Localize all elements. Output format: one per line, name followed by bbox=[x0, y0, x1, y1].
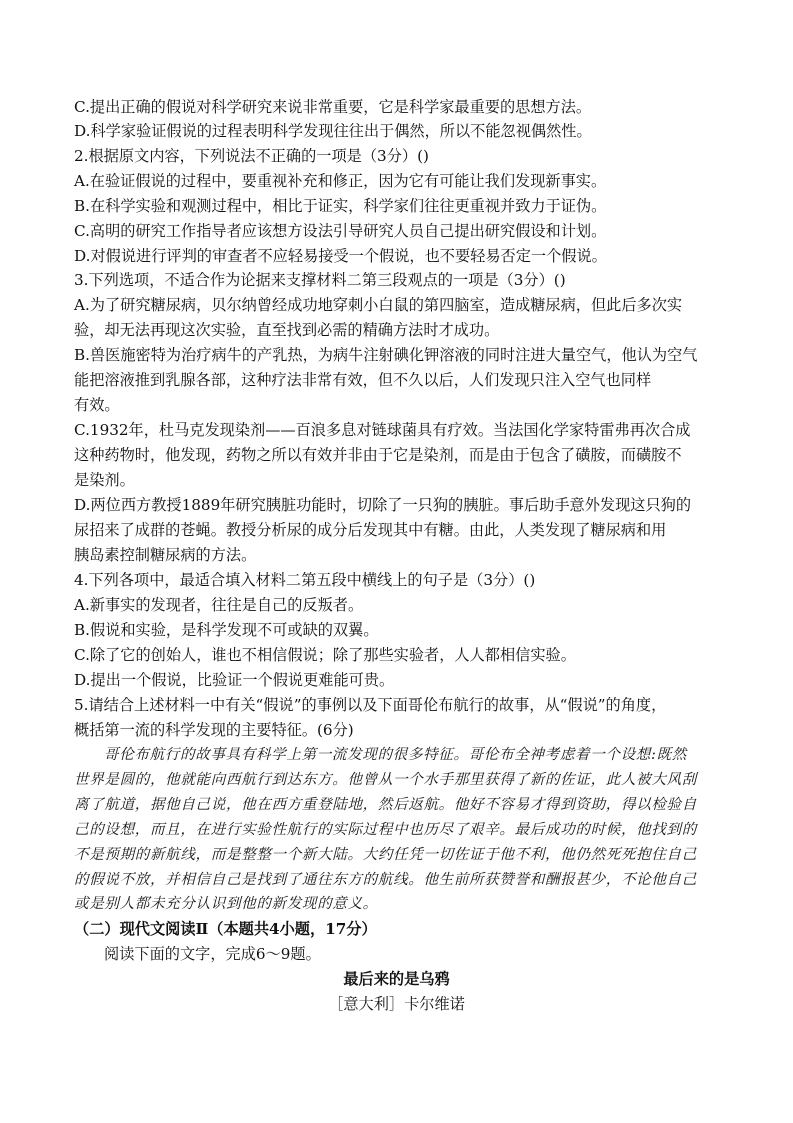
q4-option-c: C.除了它的创始人，谁也不相信假说；除了那些实验者，人人都相信实验。 bbox=[74, 646, 576, 664]
q3-option-a-line2: 验，却无法再现这次实验，直至找到必需的精确方法时才成功。 bbox=[74, 321, 500, 339]
q2-option-b: B.在科学实验和观测过程中，相比于证实，科学家们往往更重视并致力于证伪。 bbox=[74, 197, 607, 215]
q3-option-d-line1: D.两位西方教授1889年研究胰脏功能时，切除了一只狗的胰脏。事后助手意外发现这只狗的 bbox=[74, 496, 692, 514]
q5-stem-line1: 5.请结合上述材料一中有关“假说”的事例以及下面哥伦布航行的故事，从“假说”的角度， bbox=[74, 696, 667, 714]
q3-stem: 3.下列选项，不适合作为论据来支撑材料二第三段观点的一项是（3分）() bbox=[74, 271, 566, 289]
section2-heading: （二）现代文阅读Ⅱ（本题共4小题，17分） bbox=[74, 920, 377, 938]
q3-option-b-line3: 有效。 bbox=[74, 396, 120, 414]
story-line-6: 的假说不放，并相信自己是找到了通往东方的航线。他生前所获赞誉和酬报甚少，不论他自己 bbox=[74, 871, 697, 888]
story-line-1: 哥伦布航行的故事具有科学上第一流发现的很多特征。哥伦布全神考虑着一个设想:既然 bbox=[104, 746, 687, 763]
q2-stem: 2.根据原文内容，下列说法不正确的一项是（3分）() bbox=[74, 147, 429, 165]
story-line-7: 或是别人都未充分认识到他的新发现的意义。 bbox=[74, 895, 378, 912]
q3-option-b-line1: B.兽医施密特为治疗病牛的产乳热，为病牛注射碘化钾溶液的同时注进大量空气，他认为空气 bbox=[74, 346, 698, 364]
q3-option-d-line3: 胰岛素控制糖尿病的方法。 bbox=[74, 546, 257, 564]
q3-option-c-line3: 是染剂。 bbox=[74, 471, 135, 489]
q3-option-c-line2: 这种药物时，他发现，药物之所以有效并非由于它是染剂，而是由于包含了磺胺，而磺胺不 bbox=[74, 446, 682, 464]
q1-option-d: D.科学家验证假说的过程表明科学发现往往出于偶然，所以不能忽视偶然性。 bbox=[74, 122, 592, 140]
article-title: 最后来的是乌鸦 bbox=[343, 970, 450, 988]
q3-option-b-line2: 能把溶液推到乳腺各部，这种疗法非常有效，但不久以后，人们发现只注入空气也同样 bbox=[74, 371, 652, 389]
q2-option-d: D.对假说进行评判的审查者不应轻易接受一个假说，也不要轻易否定一个假说。 bbox=[74, 247, 607, 265]
q4-option-d: D.提出一个假说，比验证一个假说更难能可贵。 bbox=[74, 671, 395, 689]
q2-option-a: A.在验证假说的过程中，要重视补充和修正，因为它有可能让我们发现新事实。 bbox=[74, 172, 607, 190]
q3-option-a-line1: A.为了研究糖尿病，贝尔纳曾经成功地穿刺小白鼠的第四脑室，造成糖尿病，但此后多次实 bbox=[74, 296, 683, 314]
q4-stem: 4.下列各项中，最适合填入材料二第五段中横线上的句子是（3分）() bbox=[74, 571, 536, 589]
article-author: ［意大利］卡尔维诺 bbox=[328, 995, 465, 1013]
story-line-2: 世界是圆的，他就能向西航行到达东方。他曾从一个水手那里获得了新的佐证，此人被大风刮 bbox=[74, 771, 697, 788]
q1-option-c: C.提出正确的假说对科学研究来说非常重要，它是科学家最重要的思想方法。 bbox=[74, 98, 592, 116]
q2-option-c: C.高明的研究工作指导者应该想方设法引导研究人员自己提出研究假设和计划。 bbox=[74, 222, 607, 240]
story-line-3: 离了航道，据他自己说，他在西方重登陆地，然后返航。他好不容易才得到资助，得以检验自 bbox=[74, 796, 697, 813]
story-line-4: 己的设想，而且，在进行实验性航行的实际过程中也历尽了艰辛。最后成功的时候，他找到的 bbox=[74, 821, 697, 838]
q4-option-b: B.假说和实验，是科学发现不可或缺的双翼。 bbox=[74, 621, 379, 639]
section2-instruction: 阅读下面的文字，完成6～9题。 bbox=[104, 945, 321, 963]
story-line-5: 不是预期的新航线，而是整整一个新大陆。大约任凭一切佐证于他不利，他仍然死死抱住自己 bbox=[74, 846, 697, 863]
q5-stem-line2: 概括第一流的科学发现的主要特征。(6分) bbox=[74, 721, 354, 739]
q3-option-d-line2: 尿招来了成群的苍蝇。教授分析尿的成分后发现其中有糖。由此，人类发现了糖尿病和用 bbox=[74, 521, 667, 539]
q3-option-c-line1: C.1932年，杜马克发现染剂——百浪多息对链球菌具有疗效。当法国化学家特雷弗再次合成 bbox=[74, 421, 691, 439]
q4-option-a: A.新事实的发现者，往往是自己的反叛者。 bbox=[74, 596, 364, 614]
